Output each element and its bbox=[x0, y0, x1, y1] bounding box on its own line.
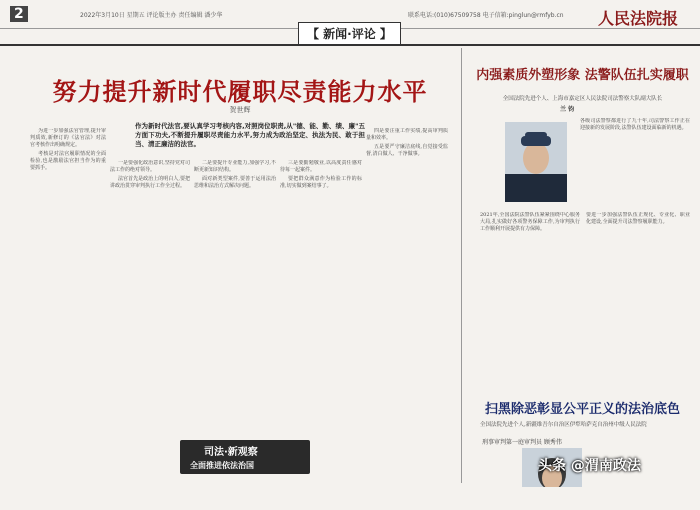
article-column-1 bbox=[30, 128, 106, 478]
source-watermark: 头条 @渭南政法 bbox=[538, 458, 641, 474]
article-byline: 贺世辉 bbox=[229, 106, 251, 114]
header-rule bbox=[0, 44, 700, 46]
banner-subtitle: 全面推进依法治国 bbox=[190, 461, 254, 470]
article-column-5 bbox=[366, 128, 448, 478]
paragraph: 为进一步加强法官管理,提升审判质效,新修订的《法官法》对法官考核作出明确规定。 bbox=[30, 128, 106, 148]
paragraph: 四是要注重工作实绩,提高审判质量和效率。 bbox=[366, 128, 448, 141]
article-headline: 努力提升新时代履职尽责能力水平 bbox=[52, 77, 428, 106]
right-text-block: 要进一步加强法警队伍正规化、专业化、职业化建设,全面提升司法警察履职能力。 bbox=[586, 212, 690, 225]
contact-line: 联系电话:(010)67509758 电子信箱:pinglun@rmfyb.cn bbox=[408, 12, 564, 19]
article-column-2 bbox=[110, 160, 190, 510]
paragraph: 二是要提升专业能力,加强学习,不断更新知识结构。 bbox=[194, 160, 276, 173]
paragraph: 面对新类型案件,要善于运用法治思维和法治方式解决问题。 bbox=[194, 176, 276, 189]
paragraph: 三是要勤勉敬业,以高度责任感对待每一起案件。 bbox=[280, 160, 362, 173]
right-subheadline: 全国法院先进个人、上海市嘉定区人民法院司法警察大队副大队长 bbox=[502, 96, 663, 102]
right-subheadline-2: 全国法院先进个人,新疆维吾尔自治区伊犁哈萨克自治州中级人民法院 bbox=[480, 422, 647, 428]
portrait-photo bbox=[505, 122, 567, 202]
page-number: 2 bbox=[10, 6, 28, 22]
section-tag: 【 新闻·评论 】 bbox=[298, 22, 401, 45]
paragraph: 法官首先是政治上的明白人,要把讲政治贯穿审判执行工作全过程。 bbox=[110, 176, 190, 189]
date-meta-line: 2022年3月10日 星期五 评论版主办 责任编辑 潘少华 bbox=[80, 12, 223, 19]
column-divider bbox=[461, 48, 462, 483]
paragraph: 一是要强化政治意识,坚持党对司法工作的绝对领导。 bbox=[110, 160, 190, 173]
paragraph: 考核是对法官履职情况的全面检验,也是激励法官担当作为的重要抓手。 bbox=[30, 151, 106, 171]
paragraph: 要把群众满意作为检验工作的标准,切实做到案结事了。 bbox=[280, 176, 362, 189]
banner-title: 司法·新观察 bbox=[204, 447, 258, 458]
article-lead: 作为新时代法官,要认真学习考核内容,对照岗位职责,从"德、能、勤、绩、廉"五方面下功夫,不断提升履职尽责能力水平,努力成为政治坚定、执法为民、敢于担当、清正廉洁的法官。 bbox=[135, 122, 365, 148]
masthead-logo: 人民法院报 bbox=[598, 9, 679, 28]
right-headline: 内强素质外塑形象 法警队伍扎实履职 bbox=[476, 68, 689, 83]
right-author-2: 刑事审判第一庭审判员 顾秀伟 bbox=[482, 439, 562, 446]
right-text-block: 2021年,全国法院法警队伍紧紧围绕中心服务大局,扎实做好各项警务保障工作,为审判执行工作顺利开展提供有力保障。 bbox=[480, 212, 580, 232]
right-author: 兰 钧 bbox=[560, 106, 575, 113]
right-headline-2: 扫黑除恶彰显公平正义的法治底色 bbox=[484, 402, 680, 417]
paragraph: 五是要严守廉洁底线,自觉接受监督,清白做人、干净做事。 bbox=[366, 144, 448, 157]
right-text-block: 各级司法警察都进行了九十年,司法警察工作正在迎接新的发展阶段,法警队伍建设面临新的机遇。 bbox=[580, 118, 690, 131]
